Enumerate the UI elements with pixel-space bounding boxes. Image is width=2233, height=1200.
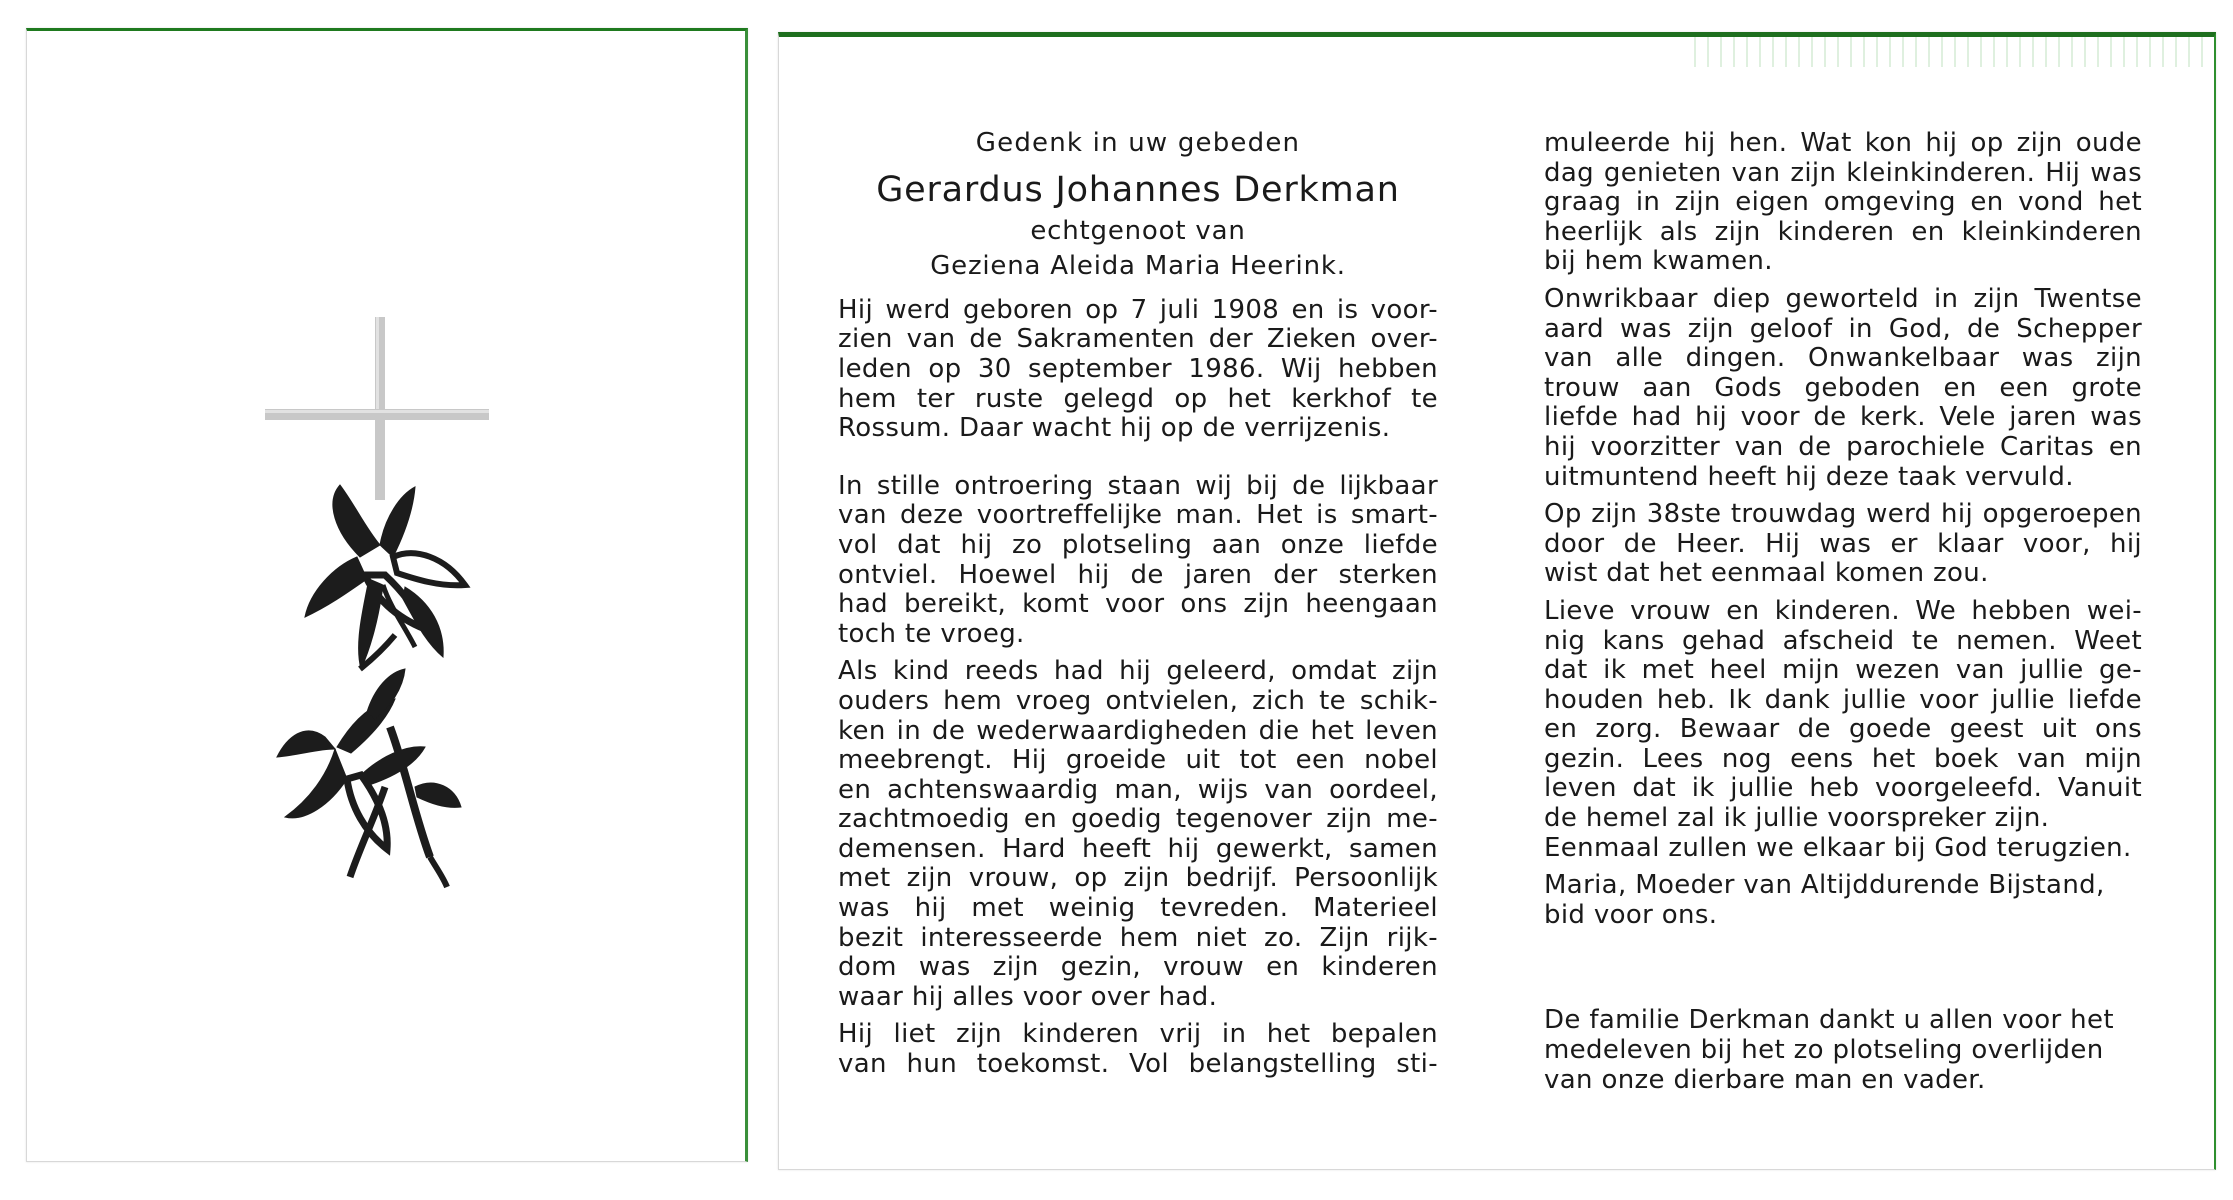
cross-icon [265, 317, 489, 500]
text-line: meebrengt. Hij groeide uit tot een nobel [838, 745, 1438, 776]
text-line: dag genieten van zijn kleinkinderen. Hij was [1544, 157, 2142, 188]
text-line: zien van de Sakramenten der Zieken over- [838, 324, 1438, 355]
paragraph [838, 472, 1438, 650]
text-line: graag in zijn eigen omgeving en vond het [1544, 187, 2142, 218]
text-line: de hemel zal ik jullie voorspreker zijn. [1544, 803, 2050, 834]
text-line: heerlijk als zijn kinderen en kleinkinderen [1544, 216, 2142, 247]
text-line: liefde had hij voor de kerk. Vele jaren was [1544, 402, 2142, 433]
text-line: houden heb. Ik dank jullie voor jullie liefde [1544, 684, 2142, 715]
text-line: leven dat ik jullie heb voorgeleefd. Vanuit [1544, 773, 2142, 804]
spouse-name: Geziena Aleida Maria Heerink. [930, 251, 1346, 282]
family-thanks [1544, 1006, 2142, 1095]
text-line: De familie Derkman dankt u allen voor het [1544, 1005, 2114, 1036]
text-line: vol dat hij zo plotseling aan onze liefde [838, 529, 1438, 560]
text-line: bij hem kwamen. [1544, 246, 1773, 277]
text-line: nig kans gehad afscheid te nemen. Weet [1544, 625, 2142, 656]
card-front-panel [26, 28, 748, 1162]
text-line: Als kind reeds had hij geleerd, omdat zijn [838, 656, 1438, 687]
cross-lily-image [265, 317, 515, 897]
text-line: Op zijn 38ste trouwdag werd hij opgeroepen [1544, 499, 2142, 530]
text-line: ken in de wederwaardigheden die het leven [838, 715, 1438, 746]
text-line: van onze dierbare man en vader. [1544, 1064, 1986, 1095]
text-line: dat ik met heel mijn wezen van jullie ge- [1544, 655, 2142, 686]
text-line: met zijn vrouw, op zijn bedrijf. Persoonlijk [838, 863, 1438, 894]
text-line: wist dat het eenmaal komen zou. [1544, 558, 1989, 589]
text-line: Hij werd geboren op 7 juli 1908 en is voor- [838, 294, 1438, 325]
text-line: door de Heer. Hij was er klaar voor, hij [1544, 528, 2142, 559]
text-line: Eenmaal zullen we elkaar bij God terugzien. [1544, 832, 2132, 863]
paragraph [1544, 129, 2142, 277]
text-line: bezit interesseerde hem niet zo. Zijn rijk- [838, 922, 1438, 953]
text-line: van alle dingen. Onwankelbaar was zijn [1544, 343, 2142, 374]
lily-flowers-icon [277, 485, 465, 887]
paragraph [1544, 597, 2142, 863]
prayer-invocation [1544, 871, 2142, 930]
text-line: aard was zijn geloof in God, de Schepper [1544, 313, 2142, 344]
text-line: zachtmoedig en goedig tegenover zijn me- [838, 804, 1438, 835]
text-line: was hij met weinig tevreden. Materieel [838, 893, 1438, 924]
paragraph [838, 657, 1438, 1012]
text-line: waar hij alles voor over had. [838, 981, 1218, 1012]
edge-marks [1694, 37, 2214, 67]
deceased-name: Gerardus Johannes Derkman [876, 169, 1400, 210]
prayer-heading: Gedenk in uw gebeden [975, 128, 1301, 158]
text-line: muleerde hij hen. Wat kon hij op zijn oude [1544, 128, 2142, 158]
text-line: ouders hem vroeg ontvielen, zich te schik- [838, 685, 1438, 716]
text-line: demensen. Hard heeft hij gewerkt, samen [838, 833, 1438, 864]
spouse-label: echtgenoot van [1030, 215, 1246, 246]
text-line: trouw aan Gods geboden en een grote [1544, 372, 2142, 403]
text-line: hem ter ruste gelegd op het kerkhof te [838, 383, 1438, 414]
text-line: had bereikt, komt voor ons zijn heengaan [838, 589, 1438, 620]
text-line: In stille ontroering staan wij bij de lijkbaar [838, 470, 1438, 501]
header [838, 129, 1438, 282]
text-line: medeleven bij het zo plotseling overlijden [1544, 1035, 2104, 1066]
text-line: van deze voortreffelijke man. Het is smart- [838, 500, 1438, 531]
text-line: en zorg. Bewaar de goede geest uit ons [1544, 714, 2142, 745]
text-line: toch te vroeg. [838, 618, 1025, 649]
paragraph [838, 1020, 1438, 1079]
text-line: Hij liet zijn kinderen vrij in het bepalen [838, 1019, 1438, 1050]
text-line: Rossum. Daar wacht hij op de verrijzenis. [838, 413, 1391, 444]
text-line: gezin. Lees nog eens het boek van mijn [1544, 743, 2142, 774]
text-line: bid voor ons. [1544, 899, 1718, 930]
text-line: hij voorzitter van de parochiele Caritas en [1544, 431, 2142, 462]
text-line: ontviel. Hoewel hij de jaren der sterken [838, 559, 1438, 590]
text-line: leden op 30 september 1986. Wij hebben [838, 353, 1438, 384]
paragraph [1544, 500, 2142, 589]
paragraph [838, 296, 1438, 444]
text-line: uitmuntend heeft hij deze taak vervuld. [1544, 461, 2074, 492]
right-column [1544, 129, 2142, 1103]
text-line: van hun toekomst. Vol belangstelling sti- [838, 1049, 1438, 1080]
text-line: en achtenswaardig man, wijs van oordeel, [838, 774, 1438, 805]
text-line: Lieve vrouw en kinderen. We hebben wei- [1544, 595, 2142, 626]
paragraph [1544, 285, 2142, 492]
text-line: Maria, Moeder van Altijddurende Bijstand, [1544, 870, 2105, 901]
left-column [838, 129, 1438, 1088]
text-line: dom was zijn gezin, vrouw en kinderen [838, 952, 1438, 983]
text-line: Onwrikbaar diep geworteld in zijn Twentse [1544, 283, 2142, 314]
